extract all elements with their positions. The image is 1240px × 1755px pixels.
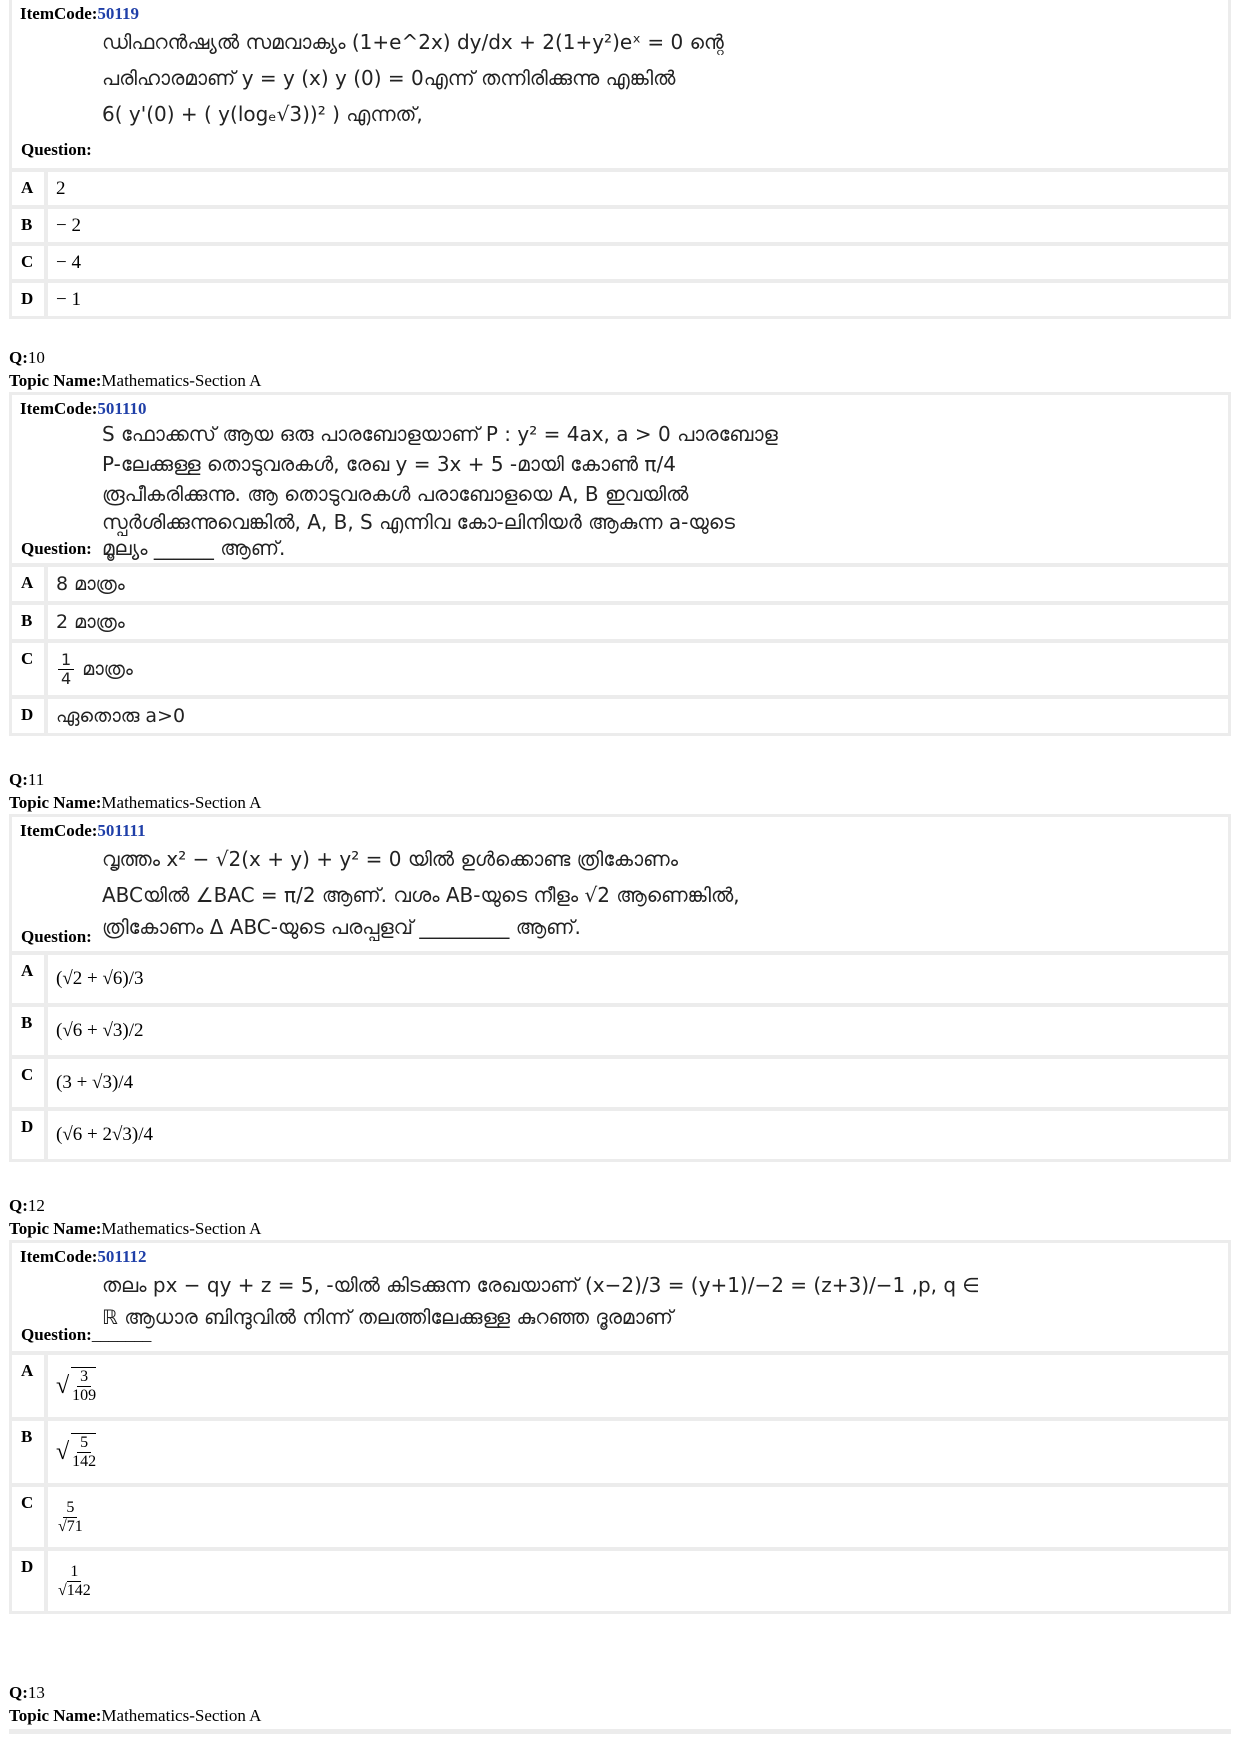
option-value: − 4 [48,246,1228,279]
option-b[interactable]: B √ $\frac{5}{142}$ [12,1421,1228,1483]
question-12-block [9,1194,1231,1614]
fraction: $\frac{5}{142}$ [72,1434,97,1470]
question-number: Q:11 [9,770,45,789]
option-value [48,1551,1228,1611]
question-11-block [9,768,1231,1162]
option-value: 8 മാത്രം [48,567,1228,601]
option-value: √ $\frac{5}{142}$ [48,1421,1228,1483]
option-a[interactable]: A 2 [12,172,1228,205]
topic-name: Topic Name:Mathematics-Section A [9,371,262,390]
topic-name: Topic Name:Mathematics-Section A [9,1219,262,1238]
option-a[interactable]: A (√2 + √6)/3 [12,955,1228,1003]
item-code: ItemCode:501112 [20,1247,147,1266]
option-d[interactable]: D $\frac{1}{√142}$ [12,1551,1228,1611]
question-12-text-cell [12,1243,1228,1351]
question-line: ABCയിൽ ∠BAC = π/2 ആണ്. വശം AB-യുടെ നീളം √2 ആണെങ്കിൽ, [102,883,740,907]
question-9-block [9,0,1231,319]
item-code: ItemCode:50119 [20,4,139,23]
question-line: P-ലേക്കുള്ള തൊടുവരകൾ, രേഖ y = 3x + 5 -മായി കോൺ π/4 [102,452,676,476]
divider [9,1729,1231,1734]
question-number: Q:10 [9,348,45,367]
option-c[interactable]: C $\frac{5}{√71}$ [12,1487,1228,1547]
question-line: മൂല്യം ______ ആണ്. [102,536,286,560]
question-10-block [9,346,1231,736]
option-value: 2 മാത്രം [48,605,1228,639]
option-value: (√2 + √6)/3 [48,955,1228,1003]
question-line: ഡിഫറൻഷ്യൽ സമവാക്യം (1+e^2x) dy/dx + 2(1+y²)eˣ = 0 ന്റെ [102,30,724,54]
option-d[interactable]: D (√6 + 2√3)/4 [12,1111,1228,1159]
option-d[interactable]: D ഏതൊരു a>0 [12,699,1228,733]
question-line: S ഫോക്കസ് ആയ ഒരു പാരബോളയാണ് P : y² = 4ax, a > 0 പാരബോള [102,422,778,446]
option-value: ഏതൊരു a>0 [48,699,1228,733]
topic-name: Topic Name:Mathematics-Section A [9,793,262,812]
question-line: സ്പർശിക്കുന്നുവെങ്കിൽ, A, B, S എന്നിവ കോ-ലിനിയർ ആകുന്ന a-യുടെ [102,510,735,534]
option-c[interactable]: C − 4 [12,246,1228,279]
option-value: 2 [48,172,1228,205]
option-b[interactable]: B 2 മാത്രം [12,605,1228,639]
fraction: $\frac{1}{√142}$ [58,1562,91,1599]
option-d[interactable]: D − 1 [12,283,1228,316]
option-a[interactable]: A 8 മാത്രം [12,567,1228,601]
fraction: $\frac{1}{4}$ [58,651,74,688]
question-label: Question:_______ [21,1325,152,1344]
option-a[interactable]: A √ $\frac{3}{109}$ [12,1355,1228,1417]
option-b[interactable]: B (√6 + √3)/2 [12,1007,1228,1055]
option-value: − 1 [48,283,1228,316]
option-b[interactable]: B − 2 [12,209,1228,242]
fraction: $\frac{3}{109}$ [72,1368,97,1404]
question-line: രൂപീകരിക്കുന്നു. ആ തൊടുവരകൾ പരാബോളയെ A, B ഇവയിൽ [102,482,689,506]
question-number: Q:13 [9,1683,45,1702]
option-value: √ $\frac{3}{109}$ [48,1355,1228,1417]
question-line: ത്രികോണം Δ ABC-യുടെ പരപ്പളവ് _________ ആണ്. [102,915,581,939]
option-value [48,1487,1228,1547]
question-label: Question: [21,927,92,946]
item-code: ItemCode:501110 [20,399,147,418]
option-value: $\frac{1}{4}$ മാത്രം [48,643,1228,695]
option-value: (√6 + √3)/2 [48,1007,1228,1055]
question-number: Q:12 [9,1196,45,1215]
topic-name: Topic Name:Mathematics-Section A [9,1706,262,1725]
question-line: 6( y'(0) + ( y(logₑ√3))² ) എന്നത്, [102,102,423,126]
option-c[interactable]: C (3 + √3)/4 [12,1059,1228,1107]
item-code: ItemCode:501111 [20,821,146,840]
question-10-text-cell [12,395,1228,563]
question-line: വൃത്തം x² − √2(x + y) + y² = 0 യിൽ ഉൾക്കൊണ്ട ത്രികോണം [102,847,678,871]
option-c[interactable]: C $\frac{1}{4}$ മാത്രം [12,643,1228,695]
question-line: ℝ ആധാര ബിന്ദുവിൽ നിന്ന് തലത്തിലേക്കുള്ള കുറഞ്ഞ ദൂരമാണ് [102,1305,673,1329]
fraction: $\frac{5}{√71}$ [58,1498,83,1535]
question-label: Question: [21,140,92,159]
option-value: (3 + √3)/4 [48,1059,1228,1107]
question-label: Question: [21,539,92,558]
question-13-block [9,1681,1231,1734]
question-9-text-cell [12,0,1228,168]
option-value: (√6 + 2√3)/4 [48,1111,1228,1159]
option-value: − 2 [48,209,1228,242]
question-line: തലം px − qy + z = 5, -യിൽ കിടക്കുന്ന രേഖയാണ് (x−2)/3 = (y+1)/−2 = (z+3)/−1 ,p, q ∈ [102,1273,980,1297]
question-11-text-cell [12,817,1228,951]
question-line: പരിഹാരമാണ് y = y (x) y (0) = 0എന്ന് തന്നിരിക്കുന്നു എങ്കിൽ [102,66,676,90]
